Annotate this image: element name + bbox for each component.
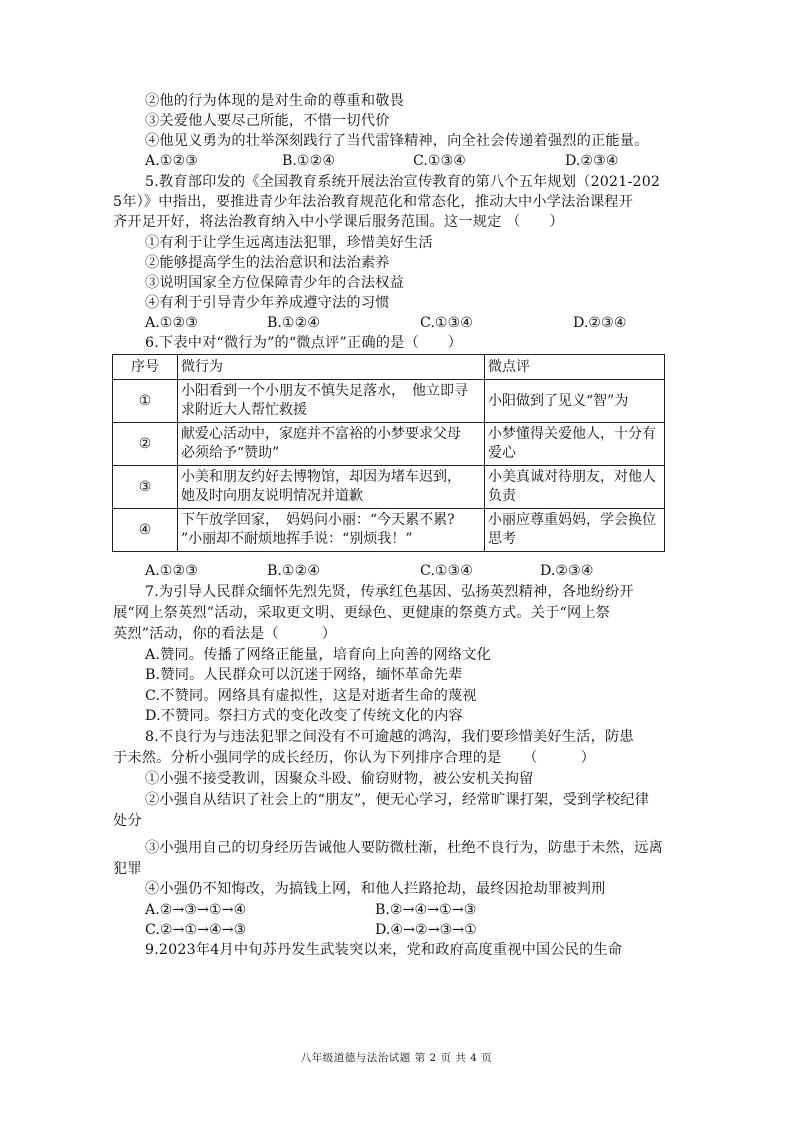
- q6-stem: 6.下表中对“微行为”的“微点评”正确的是（ ）: [145, 335, 463, 351]
- q8-option-d: D.④→②→③→①: [375, 922, 477, 938]
- page-footer: 八年级道德与法治试题 第 2 页 共 4 页: [300, 1052, 493, 1064]
- row-number: ③: [113, 466, 178, 509]
- q6-option-d: D.②③④: [540, 563, 594, 579]
- q4-statement-4: ④他见义勇为的壮举深刻践行了当代雷锋精神，向全社会传递着强烈的正能量。: [145, 133, 649, 149]
- q5-option-b: B.①②④: [267, 315, 321, 331]
- row-behavior: [178, 380, 485, 423]
- q5-stem-line-3: 齐开足开好，将法治教育纳入中小学课后服务范围。这一规定 （ ）: [113, 214, 564, 230]
- row-review: [485, 423, 665, 466]
- q7-stem-line-2: 展“网上祭英烈”活动，采取更文明、更绿色、更健康的祭奠方式。关于“网上祭: [113, 605, 611, 621]
- behavior-line: 必须给予“赞助”: [181, 445, 280, 461]
- q5-option-a: A.①②③: [145, 315, 198, 331]
- q7-option-b: B.赞同。人民群众可以沉迷于网络，缅怀革命先辈: [145, 667, 463, 683]
- q8-option-c: C.②→①→④→③: [145, 922, 247, 938]
- behavior-line: 小阳看到一个小朋友不慎失足落水， 他立即寻: [181, 383, 468, 399]
- review-line: 爱心: [488, 445, 516, 461]
- header-number: 序号: [113, 355, 178, 380]
- row-behavior: [178, 509, 485, 552]
- review-line: 小梦懂得关爱他人，十分有: [488, 426, 656, 442]
- q5-statement-4: ④有利于引导青少年养成遵守法的习惯: [145, 295, 390, 311]
- review-line: 负责: [488, 488, 516, 504]
- q8-stem-line-1: 8.不良行为与违法犯罪之间没有不可逾越的鸿沟，我们要珍惜美好生活，防患: [145, 729, 634, 745]
- q5-statement-1: ①有利于让学生远离违法犯罪，珍惜美好生活: [145, 235, 433, 251]
- table-header-row: [113, 355, 665, 380]
- q4-option-d: D.②③④: [565, 153, 619, 169]
- header-review: 微点评: [485, 355, 665, 380]
- q9-stem: 9.2023年4月中旬苏丹发生武装突以来，党和政府高度重视中国公民的生命: [145, 942, 623, 958]
- q8-statement-3: ③小强用自己的切身经历告诫他人要防微杜渐，杜绝不良行为，防患于未然，远离: [145, 840, 663, 856]
- q6-option-a: A.①②③: [145, 563, 198, 579]
- behavior-line: 下午放学回家， 妈妈问小丽：“今天累不累?: [181, 512, 455, 528]
- behavior-line: 求附近大人帮忙救援: [181, 402, 307, 418]
- table-row: [113, 509, 665, 552]
- behavior-line: 小美和朋友约好去博物馆，却因为堵车迟到，: [181, 469, 461, 485]
- q8-statement-3-cont: 犯罪: [113, 861, 142, 877]
- row-number: ④: [113, 509, 178, 552]
- q7-stem-line-1: 7.为引导人民群众缅怀先烈先贤，传承红色基因、弘扬英烈精神，各地纷纷开: [145, 584, 634, 600]
- q4-statement-3: ③关爱他人要尽己所能，不惜一切代价: [145, 113, 390, 129]
- table-row: [113, 380, 665, 423]
- q6-table: [112, 354, 665, 552]
- q8-option-b: B.②→④→①→③: [375, 902, 477, 918]
- row-behavior: [178, 423, 485, 466]
- review-line: 小美真诚对待朋友，对他人: [488, 469, 656, 485]
- behavior-line: ”小丽却不耐烦地挥手说：“别烦我！”: [181, 531, 413, 547]
- q5-option-c: C.①③④: [420, 315, 474, 331]
- behavior-line: 她及时向朋友说明情况并道歉: [181, 488, 363, 504]
- row-review: [485, 380, 665, 423]
- row-behavior: [178, 466, 485, 509]
- q5-stem-line-1: 5.教育部印发的《全国教育系统开展法治宣传教育的第八个五年规划（2021-202: [145, 174, 661, 190]
- q8-statement-2: ②小强自从结识了社会上的“朋友”，便无心学习，经常旷课打架，受到学校纪律: [145, 792, 650, 808]
- q8-statement-1: ①小强不接受教训，因聚众斗殴、偷窃财物，被公安机关拘留: [145, 771, 534, 787]
- q8-stem-line-2: 于未然。分析小强同学的成长经历，你认为下列排序合理的是 （ ）: [113, 750, 596, 766]
- q5-statement-3: ③说明国家全方位保障青少年的合法权益: [145, 275, 404, 291]
- row-review: [485, 509, 665, 552]
- q7-option-a: A.赞同。传播了网络正能量，培育向上向善的网络文化: [145, 647, 492, 663]
- row-number: ②: [113, 423, 178, 466]
- q6-option-c: C.①③④: [420, 563, 474, 579]
- q4-option-c: C.①③④: [413, 153, 467, 169]
- row-number: ①: [113, 380, 178, 423]
- q7-option-d: D.不赞同。祭扫方式的变化改变了传统文化的内容: [145, 708, 463, 724]
- q4-statement-2: ②他的行为体现的是对生命的尊重和敬畏: [145, 93, 404, 109]
- q7-option-c: C.不赞同。网络具有虚拟性，这是对逝者生命的蔑视: [145, 688, 477, 704]
- table-row: [113, 423, 665, 466]
- q4-option-a: A.①②③: [145, 153, 198, 169]
- q4-option-b: B.①②④: [282, 153, 336, 169]
- q6-option-b: B.①②④: [267, 563, 321, 579]
- q5-option-d: D.②③④: [573, 315, 627, 331]
- q8-statement-2-cont: 处分: [113, 813, 142, 829]
- q5-stem-line-2: 5年）》中指出，要推进青少年法治教育规范化和常态化，推动大中小学法治课程开: [113, 194, 634, 210]
- behavior-line: 献爱心活动中，家庭并不富裕的小梦要求父母: [181, 426, 461, 442]
- table-row: [113, 466, 665, 509]
- row-review: [485, 466, 665, 509]
- q8-statement-4: ④小强仍不知悔改，为搞钱上网，和他人拦路抢劫，最终因抢劫罪被判刑: [145, 881, 606, 897]
- review-line: 小阳做到了见义“智”为: [488, 392, 629, 409]
- review-line: 思考: [488, 531, 516, 547]
- header-behavior: 微行为: [178, 355, 485, 380]
- q5-statement-2: ②能够提高学生的法治意识和法治素养: [145, 255, 390, 271]
- q8-option-a: A.②→③→①→④: [145, 902, 247, 918]
- review-line: 小丽应尊重妈妈，学会换位: [488, 512, 656, 528]
- q7-stem-line-3: 英烈”活动，你的看法是（ ）: [113, 626, 337, 642]
